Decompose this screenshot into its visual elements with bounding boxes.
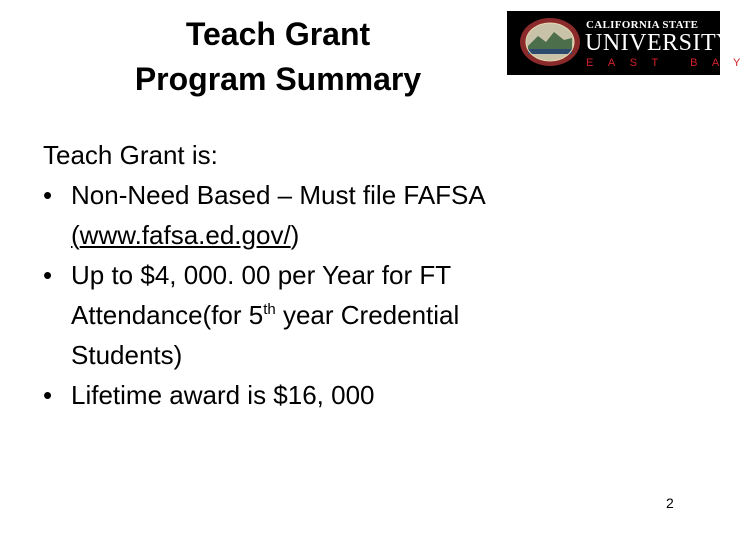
list-item [43,255,643,295]
intro-text: Teach Grant is: [43,140,218,170]
slide-body [43,135,643,415]
list-item [43,375,643,415]
bullet-continuation: Students) [71,340,183,370]
logo-text-university: UNIVERSITY [585,30,734,56]
page-number: 2 [666,495,674,511]
bullet-text: Up to $4, 000. 00 per Year for FT [71,260,452,290]
bullet-continuation [43,295,643,335]
bullet-text: year Credential [275,300,460,330]
superscript: th [263,301,276,318]
fafsa-link-line [43,215,643,255]
bullet-text: Lifetime award is $16, 000 [71,380,375,410]
paren-close: ) [290,220,300,250]
slide-title [108,12,448,102]
title-line-1: Teach Grant [185,16,371,52]
bullet-text: Non-Need Based – Must file FAFSA [71,180,486,210]
underline-gap [43,215,71,255]
paren-open: ( [71,220,80,250]
university-seal-icon [518,16,582,68]
list-item [43,175,643,215]
logo-text-california-state: CALIFORNIA STATE [586,19,699,31]
fafsa-link[interactable]: www.fafsa.ed.gov/ [79,220,291,250]
bullet-icon: • [43,380,53,410]
title-line-2: Program Summary [134,61,422,97]
university-logo [507,11,755,75]
bullet-icon: • [43,260,53,290]
logo-text-east-bay: EAST BAY [586,57,755,69]
bullet-icon: • [43,180,53,210]
bullet-text: Attendance(for 5 [71,300,264,330]
